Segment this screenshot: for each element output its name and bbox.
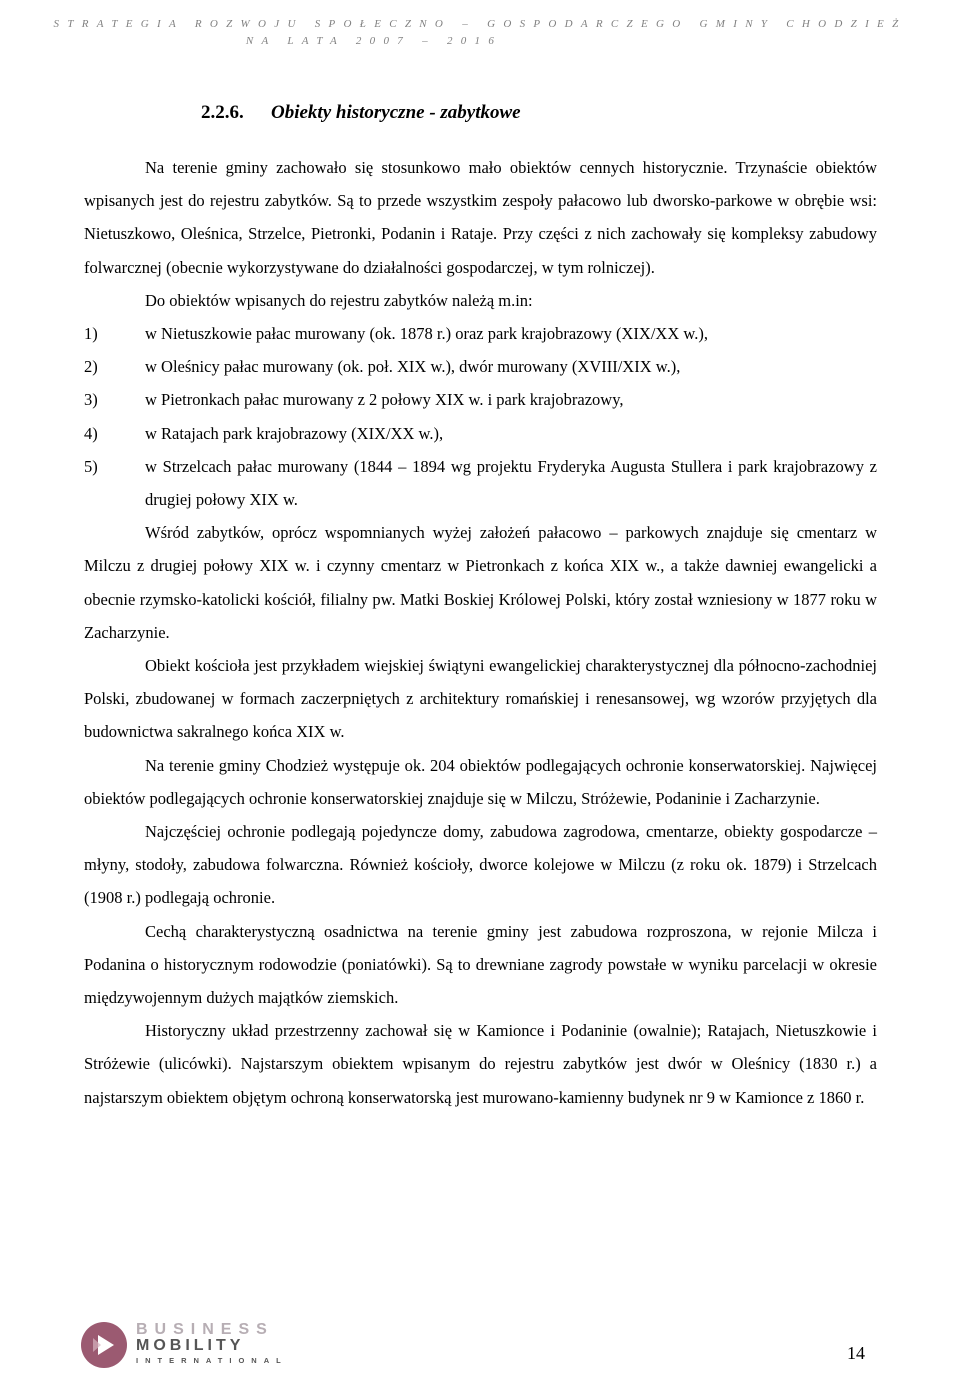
list-item-number: 2) <box>84 357 98 377</box>
list-item-text: w Strzelcach pałac murowany (1844 – 1894 wg projektu Fryderyka Augusta Stullera i park krajobrazowy z drugiej połowy XIX w. <box>145 456 877 510</box>
paragraph-monuments: Wśród zabytków, oprócz wspomnianych wyżej założeń pałacowo – parkowych znajduje się cmentarz w Milczu z drugiej połowy XIX w. i czynny cmentarz w Pietronkach z końca XIX w., a także dawniej ewangelicki a obecnie rzymsko-katolicki kościół, filialny pw. Matki Boskiej Królowej Polski, który został wzniesiony w 1877 roku w Zacharzynie. <box>84 523 877 642</box>
list-item-number: 1) <box>84 324 98 344</box>
logo-word-business: BUSINESS <box>136 1321 274 1338</box>
paragraph-protection-count: Na terenie gminy Chodzież występuje ok. 204 obiektów podlegających ochronie konserwatorskiej. Najwięcej obiektów podlegających ochronie konserwatorskiej znajduje się w Milczu, Stróżewie, Podaninie i Zacharzynie. <box>84 755 877 808</box>
list-item <box>84 383 877 416</box>
list-item <box>84 350 877 383</box>
business-mobility-logo <box>81 1320 301 1370</box>
list-item-text: w Oleśnicy pałac murowany (ok. poł. XIX w.), dwór murowany (XVIII/XIX w.), <box>145 357 681 377</box>
section-heading <box>201 102 521 124</box>
list-item-number: 3) <box>84 390 98 410</box>
list-item-number: 5) <box>84 456 98 476</box>
paragraph-settlement: Cechą charakterystyczną osadnictwa na terenie gminy jest zabudowa rozproszona, w rejonie Milcza i Podanina o historycznym rodowodzie (poniatówki). Są to drewniane zagrody powstałe w wyniku parcelacji w okresie międzywojennym dużych majątków ziemskich. <box>84 921 877 1008</box>
paragraph-church: Obiekt kościoła jest przykładem wiejskiej świątyni ewangelickiej charakterystycznej dla północno-zachodniej Polski, zbudowanej w formach zaczerpniętych z architektury romańskiej i renesansowej, wg wzorów przyjętych dla budownictwa sakralnego końca XIX w. <box>84 656 877 742</box>
header-period: NA LATA 2007 – 2016 <box>245 35 503 47</box>
list-item <box>84 417 877 450</box>
list-item <box>84 450 877 516</box>
section-title: Obiekty historyczne - zabytkowe <box>271 102 521 123</box>
list-item-text: w Pietronkach pałac murowany z 2 połowy XIX w. i park krajobrazowy, <box>145 390 624 410</box>
list-item-text: w Ratajach park krajobrazowy (XIX/XX w.), <box>145 423 444 443</box>
running-header <box>0 0 960 54</box>
list-intro: Do obiektów wpisanych do rejestru zabytków należą m.in: <box>145 290 533 310</box>
paragraph-intro: Na terenie gminy zachowało się stosunkowo mało obiektów cennych historycznie. Trzynaście obiektów wpisanych jest do rejestru zabytków. Są to przede wszystkim zespoły pałacowo lub dworsko-parkowe w obrębie wsi: Nietuszkowo, Oleśnica, Strzelce, Pietronki, Podanin i Rataje. Przy części z nich zachowały się kompleksy zabudowy folwarcznej (obecnie wykorzystywane do działalności gospodarczej, w tym rolniczej). <box>84 158 877 277</box>
paragraph-protected-types: Najczęściej ochronie podlegają pojedyncze domy, zabudowa zagrodowa, cmentarze, obiekty gospodarcze – młyny, stodoły, zabudowa folwarczna. Również kościoły, dworce kolejowe w Milczu (z roku ok. 1879) i Strzelcach (1908 r.) podlegają ochronie. <box>84 822 877 908</box>
monument-list <box>84 317 877 516</box>
list-item-number: 4) <box>84 423 98 443</box>
logo-play-icon <box>81 1322 127 1368</box>
header-title: STRATEGIA ROZWOJU SPOŁECZNO – GOSPODARCZEGO GMINY CHODZIEŻ <box>53 18 907 30</box>
document-body <box>84 151 877 1114</box>
list-item-text: w Nietuszkowie pałac murowany (ok. 1878 r.) oraz park krajobrazowy (XIX/XX w.), <box>145 324 708 344</box>
list-item <box>84 317 877 350</box>
paragraph-spatial-layout: Historyczny układ przestrzenny zachował się w Kamionce i Podaninie (owalnie); Ratajach, Nietuszkowie i Stróżewie (ulicówki). Najstarszym obiektem wpisanym do rejestru zabytków jest dwór w Oleśnicy (1830 r.) a najstarszym obiektem objętym ochroną konserwatorską jest murowano-kamienny budynek nr 9 w Kamionce z 1860 r. <box>84 1021 877 1107</box>
section-number: 2.2.6. <box>201 102 244 123</box>
logo-word-international: INTERNATIONAL <box>136 1356 288 1365</box>
page-number: 14 <box>847 1343 865 1363</box>
logo-word-mobility: MOBILITY <box>136 1337 245 1354</box>
